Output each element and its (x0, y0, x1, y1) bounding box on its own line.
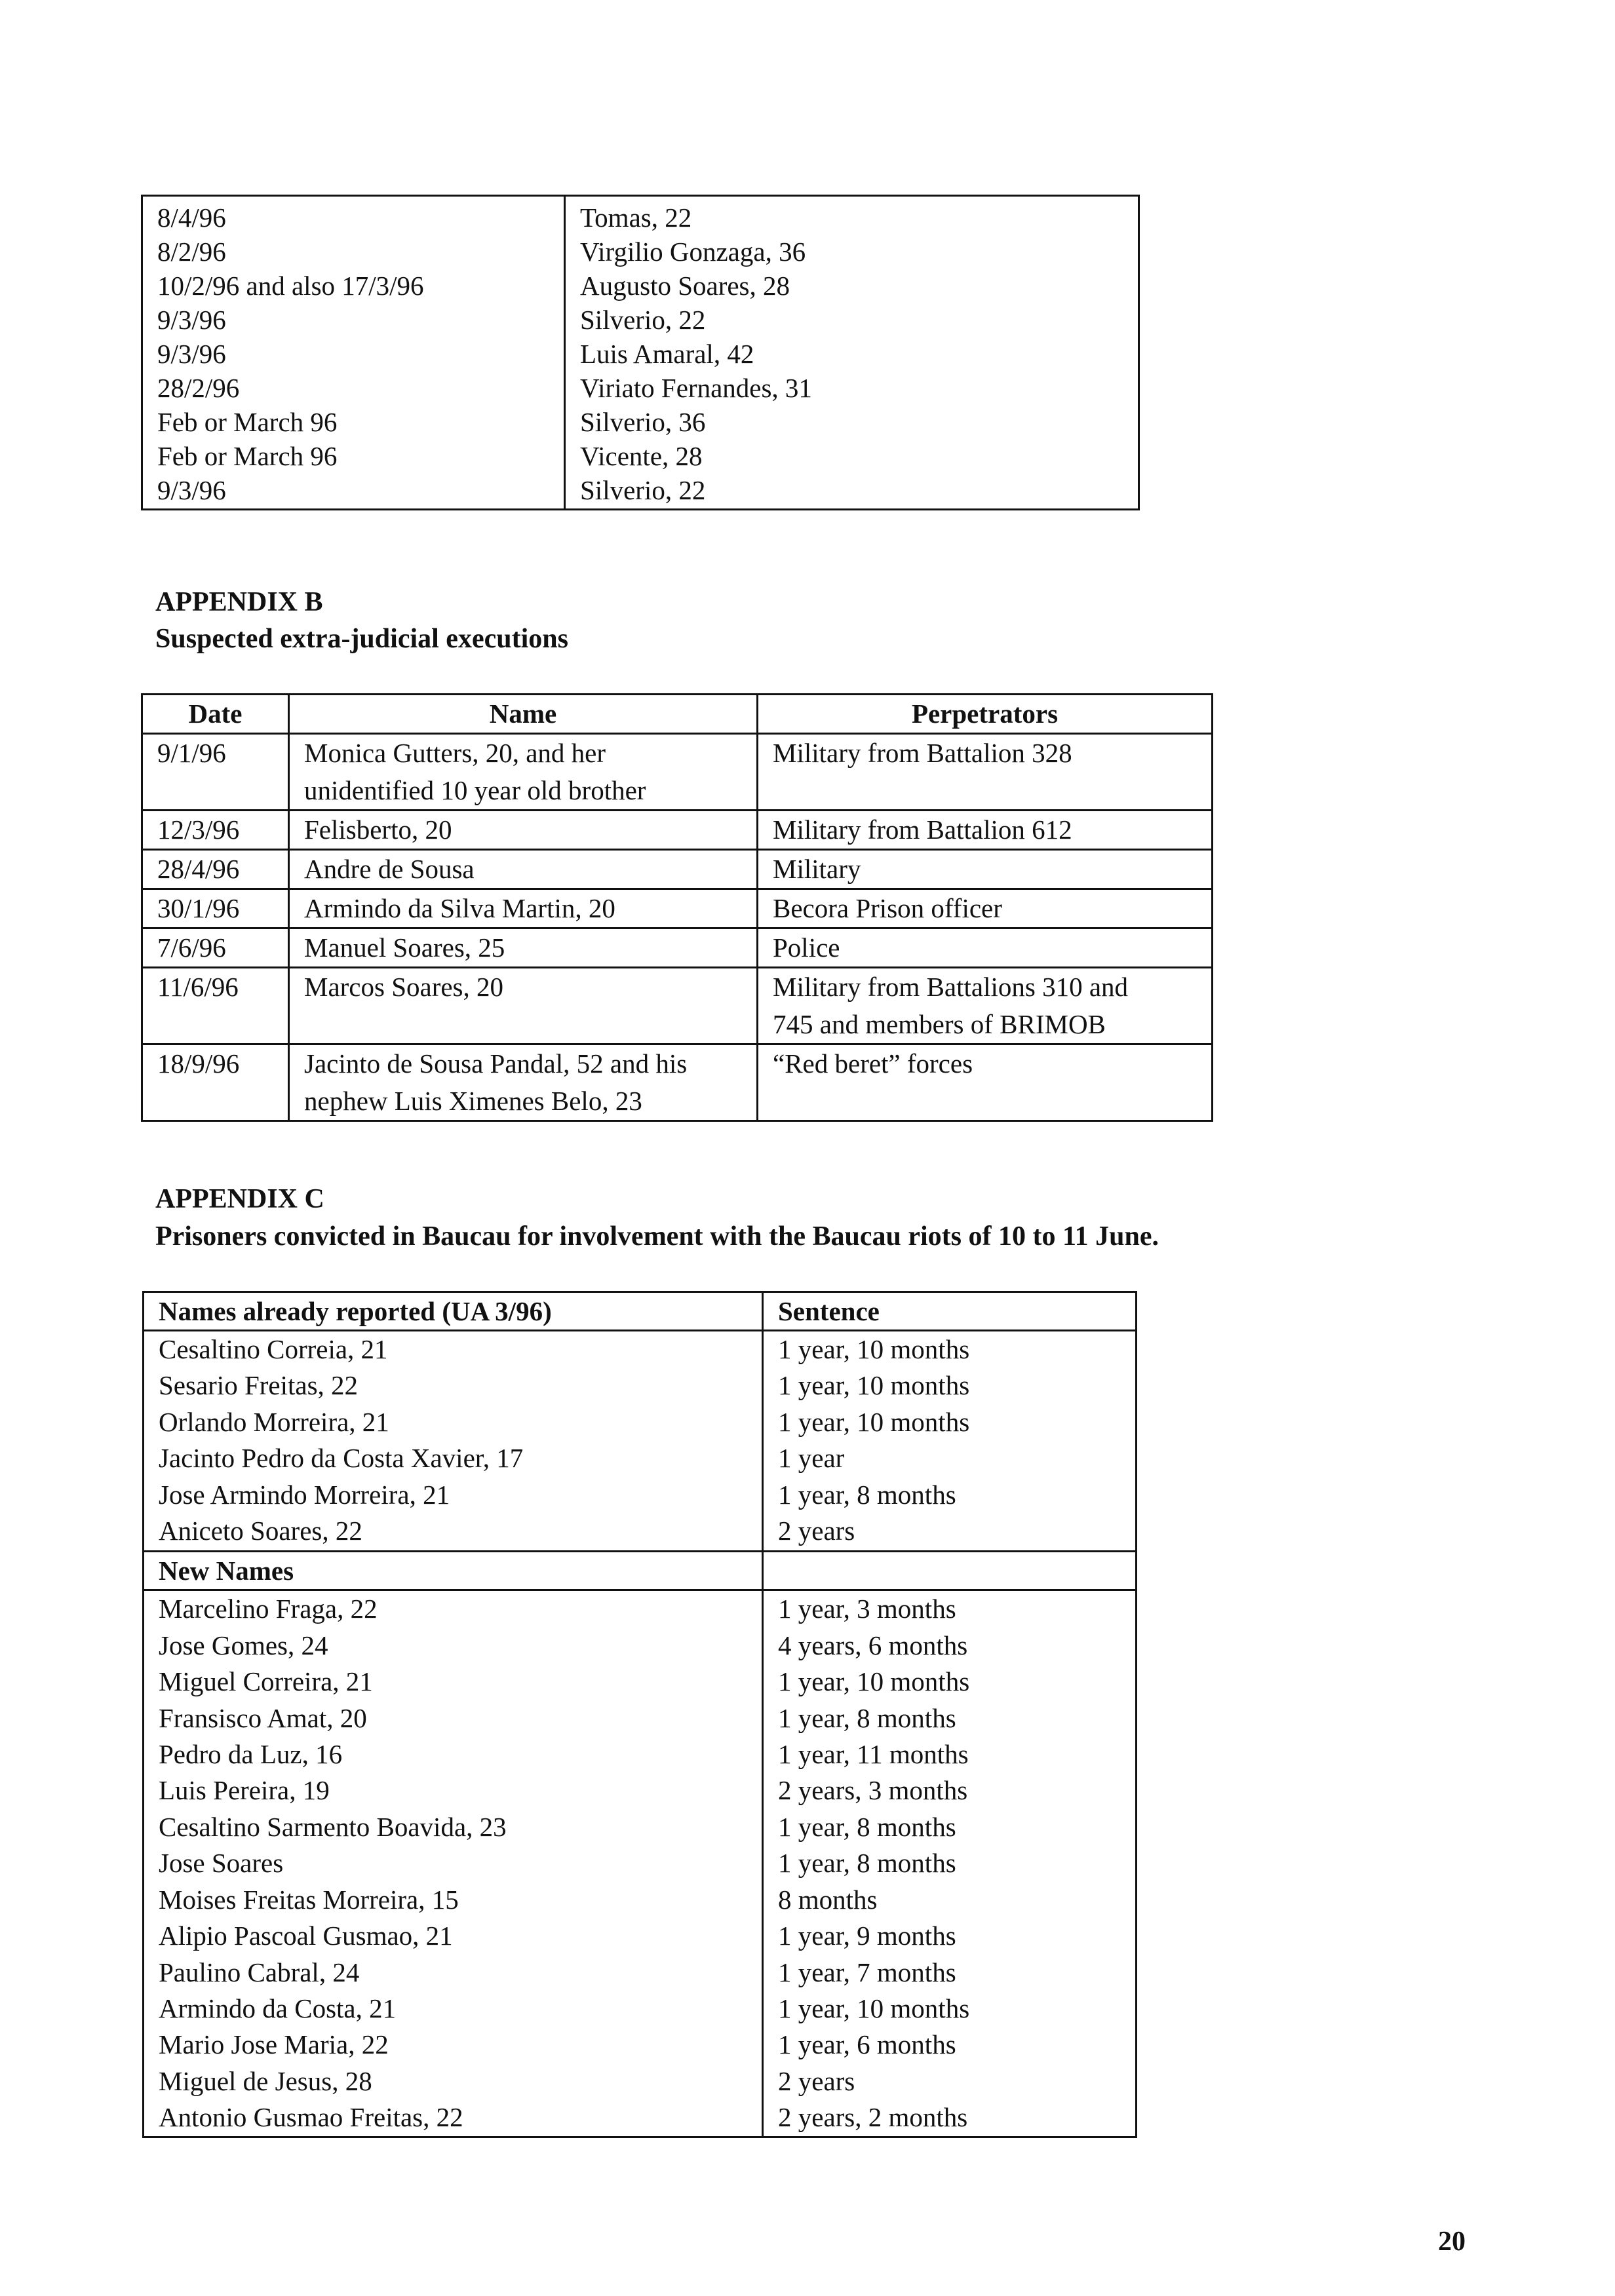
list-item: Augusto Soares, 28 (580, 271, 790, 301)
list-item: Jacinto Pedro da Costa Xavier, 17 (159, 1443, 524, 1474)
date-cell (142, 928, 289, 968)
list-item: 1 year, 10 months (778, 1666, 970, 1697)
list-item: Marcelino Fraga, 22 (159, 1594, 378, 1624)
date-cell-line: 7/6/96 (157, 932, 226, 963)
list-item: 10/2/96 and also 17/3/96 (157, 271, 424, 301)
perpetrators-cell-line: Military from Battalion 328 (773, 738, 1072, 768)
date-header: Date (142, 695, 289, 734)
list-item: Moises Freitas Morreira, 15 (159, 1884, 459, 1915)
table-row (142, 928, 1213, 968)
table-header-row (144, 1292, 1137, 1331)
executions-table (141, 693, 1213, 1122)
reported-section (144, 1331, 1137, 1552)
perpetrators-cell-line: 745 and members of BRIMOB (773, 1009, 1106, 1039)
name-cell (289, 889, 758, 928)
appendix-c-subtitle: Prisoners convicted in Baucau for involvement with the Baucau riots of 10 to 11 June. (155, 1221, 1159, 1252)
list-item: Jose Gomes, 24 (159, 1630, 328, 1660)
list-item: Aniceto Soares, 22 (159, 1516, 362, 1546)
date-column (142, 196, 565, 510)
list-item: 1 year (778, 1443, 845, 1474)
list-item: Tomas, 22 (580, 202, 692, 233)
perpetrators-cell-line: Police (773, 932, 840, 963)
list-item: 1 year, 10 months (778, 1370, 970, 1401)
list-item: 1 year, 6 months (778, 2029, 956, 2060)
list-item: Luis Pereira, 19 (159, 1775, 330, 1806)
list-item: 2 years (778, 1516, 855, 1546)
perpetrators-cell-line: Becora Prison officer (773, 893, 1002, 923)
perpetrators-cell-line: Military from Battalions 310 and (773, 972, 1129, 1002)
perpetrators-cell-line: Military from Battalion 612 (773, 814, 1072, 845)
perpetrators-cell-line: Military (773, 854, 861, 884)
name-column (565, 196, 1139, 510)
list-item: Virgilio Gonzaga, 36 (580, 237, 806, 267)
name-cell (289, 968, 758, 1044)
names-reported-header: Names already reported (UA 3/96) (144, 1292, 763, 1331)
list-item: Miguel Correira, 21 (159, 1666, 373, 1697)
date-cell-line: 12/3/96 (157, 814, 240, 845)
appendix-c-title: APPENDIX C (155, 1184, 324, 1214)
list-item: Silverio, 22 (580, 305, 706, 335)
name-cell-line: Marcos Soares, 20 (304, 972, 504, 1002)
perpetrators-header: Perpetrators (758, 695, 1213, 734)
date-cell (142, 811, 289, 850)
date-cell-line: 18/9/96 (157, 1048, 240, 1079)
list-item: Paulino Cabral, 24 (159, 1957, 360, 1987)
appendix-b-subtitle: Suspected extra-judicial executions (155, 624, 568, 654)
list-item: 9/3/96 (157, 305, 226, 335)
list-item: Silverio, 22 (580, 475, 706, 505)
list-item: 2 years, 2 months (778, 2102, 968, 2133)
perpetrators-cell (758, 811, 1213, 850)
date-cell-line: 30/1/96 (157, 893, 240, 923)
name-cell-line: Jacinto de Sousa Pandal, 52 and his (304, 1048, 688, 1079)
new-names-empty-cell (763, 1552, 1137, 1590)
name-header: Name (289, 695, 758, 734)
list-item: 1 year, 8 months (778, 1702, 956, 1733)
table-row (142, 811, 1213, 850)
new-names-label: New Names (144, 1552, 763, 1590)
list-item: 1 year, 8 months (778, 1848, 956, 1879)
list-item: Feb or March 96 (157, 441, 338, 471)
name-cell-line: Felisberto, 20 (304, 814, 452, 845)
list-item: Pedro da Luz, 16 (159, 1739, 343, 1770)
date-cell-line: 9/1/96 (157, 738, 226, 768)
prisoners-table (142, 1291, 1137, 2138)
list-item: Jose Armindo Morreira, 21 (159, 1479, 450, 1510)
name-cell (289, 1044, 758, 1121)
name-cell-line: unidentified 10 year old brother (304, 775, 646, 805)
perpetrators-cell (758, 928, 1213, 968)
new-sentences-column (763, 1590, 1137, 2137)
list-item: Sesario Freitas, 22 (159, 1370, 359, 1401)
list-item: Jose Soares (159, 1848, 284, 1879)
list-item: Cesaltino Sarmento Boavida, 23 (159, 1811, 507, 1842)
list-item: 1 year, 9 months (778, 1921, 956, 1951)
name-cell (289, 850, 758, 889)
list-item: 1 year, 11 months (778, 1739, 969, 1770)
list-item: 1 year, 10 months (778, 1334, 970, 1364)
reported-sentences-column (763, 1331, 1137, 1552)
list-item: Armindo da Costa, 21 (159, 1993, 397, 2023)
list-item: 1 year, 10 months (778, 1993, 970, 2023)
date-cell (142, 1044, 289, 1121)
list-item: 4 years, 6 months (778, 1630, 968, 1660)
list-item: Fransisco Amat, 20 (159, 1702, 367, 1733)
list-item: Luis Amaral, 42 (580, 339, 754, 369)
name-cell-line: nephew Luis Ximenes Belo, 23 (304, 1086, 642, 1116)
date-cell (142, 850, 289, 889)
table-row (142, 1044, 1213, 1121)
list-item: 9/3/96 (157, 339, 226, 369)
perpetrators-cell (758, 850, 1213, 889)
date-cell-line: 28/4/96 (157, 854, 240, 884)
new-names-column (144, 1590, 763, 2137)
list-item: Cesaltino Correia, 21 (159, 1334, 388, 1364)
name-cell-line: Monica Gutters, 20, and her (304, 738, 606, 768)
list-item: 8/4/96 (157, 202, 226, 233)
new-names-section (144, 1590, 1137, 2137)
date-cell-line: 11/6/96 (157, 972, 239, 1002)
perpetrators-cell (758, 734, 1213, 811)
perpetrators-cell (758, 889, 1213, 928)
page-number: 20 (1438, 2227, 1466, 2257)
table-row (142, 734, 1213, 811)
list-item: 1 year, 3 months (778, 1594, 956, 1624)
list-item: 8/2/96 (157, 237, 226, 267)
list-item: 1 year, 7 months (778, 1957, 956, 1987)
list-item: 2 years (778, 2065, 855, 2096)
appendix-b-title: APPENDIX B (155, 587, 323, 617)
list-item: Silverio, 36 (580, 407, 706, 437)
list-item: 28/2/96 (157, 373, 240, 403)
list-item: Viriato Fernandes, 31 (580, 373, 812, 403)
new-names-row (144, 1552, 1137, 1590)
name-cell (289, 811, 758, 850)
perpetrators-cell (758, 968, 1213, 1044)
date-cell (142, 968, 289, 1044)
perpetrators-cell (758, 1044, 1213, 1121)
list-item: 1 year, 8 months (778, 1811, 956, 1842)
date-cell (142, 734, 289, 811)
table-header-row (142, 695, 1213, 734)
name-cell-line: Andre de Sousa (304, 854, 475, 884)
name-cell (289, 734, 758, 811)
list-item: 2 years, 3 months (778, 1775, 968, 1806)
list-item: Vicente, 28 (580, 441, 703, 471)
sentence-header: Sentence (763, 1292, 1137, 1331)
name-cell-line: Manuel Soares, 25 (304, 932, 505, 963)
perpetrators-cell-line: “Red beret” forces (773, 1048, 973, 1079)
table-row (142, 968, 1213, 1044)
name-cell-line: Armindo da Silva Martin, 20 (304, 893, 615, 923)
list-item: 9/3/96 (157, 475, 226, 505)
name-cell (289, 928, 758, 968)
list-item: 1 year, 10 months (778, 1406, 970, 1437)
list-item: Orlando Morreira, 21 (159, 1406, 389, 1437)
table-row (142, 850, 1213, 889)
reported-names-column (144, 1331, 763, 1552)
list-item: Mario Jose Maria, 22 (159, 2029, 389, 2060)
list-item: Antonio Gusmao Freitas, 22 (159, 2102, 463, 2133)
list-item: 1 year, 8 months (778, 1479, 956, 1510)
continued-detainee-table (141, 195, 1140, 510)
list-item: Alipio Pascoal Gusmao, 21 (159, 1921, 453, 1951)
list-item: 8 months (778, 1884, 878, 1915)
table-row (142, 889, 1213, 928)
list-item: Miguel de Jesus, 28 (159, 2065, 372, 2096)
list-item: Feb or March 96 (157, 407, 338, 437)
date-cell (142, 889, 289, 928)
